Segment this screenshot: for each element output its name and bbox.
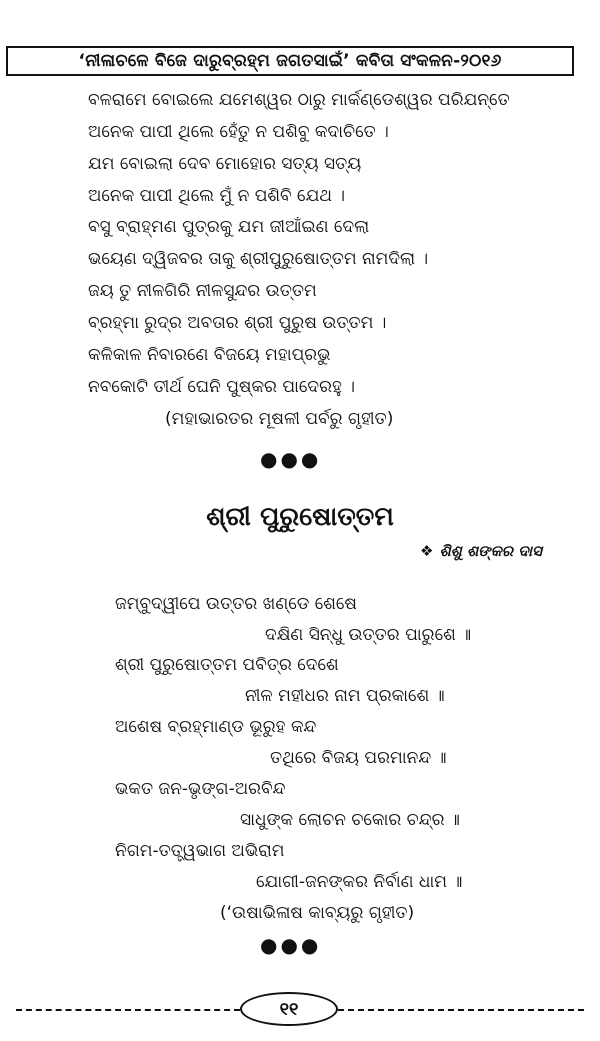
poem1-line: ଅନେକ ପାପୀ ଥିଲେ ମୁଁ ନ ପଶିବି ଯେଥ । xyxy=(88,186,346,206)
running-header-text: ‘ନୀଳାଚଳେ ବିଜେ ଦାରୁବ୍ରହ୍ମ ଜଗତସାଇଁ’ କବିତା ସଂକଳନ-୨୦୧୬ xyxy=(78,51,502,71)
poem1-line: ବସୁ ବ୍ରାହ୍ମଣ ପୁତ୍ରକୁ ଯମ ଜୀଆଁଇଣ ଦେଲା xyxy=(88,217,370,237)
poem1-line: ଜୟ ତୁ ନୀଳଗିରି ନୀଳସୁନ୍ଦର ଉତ୍ତମ xyxy=(88,281,317,301)
author-credit xyxy=(420,542,542,560)
footer-dashed-rule xyxy=(16,1009,240,1011)
poem1-line: ଯମ ବୋଇଲା ଦେବ ମୋହୋର ସତ୍ୟ ସତ୍ୟ xyxy=(88,154,362,174)
poem1-source: (ମହାଭାରତର ମୂଷଳୀ ପର୍ବରୁ ଗୃହୀତ) xyxy=(165,409,394,429)
poem2-line: ଅଶେଷ ବ୍ରହ୍ମାଣ୍ଡ ଭୂରୁହ କନ୍ଦ xyxy=(115,717,317,737)
poem-title: ଶ୍ରୀ ପୁରୁଷୋତ୍ତମ xyxy=(206,502,394,532)
poem2-line: ତଥିରେ ବିଜୟ ପରମାନନ୍ଦ ॥ xyxy=(270,748,447,768)
page-footer xyxy=(0,990,600,1030)
poem1-line: ଅନେକ ପାପୀ ଥିଲେ ହେଁତୁ ନ ପଶିବୁ କଦାଚିତେ । xyxy=(88,122,389,142)
poem2-line: ଭକତ ଜନ-ଭୃଙ୍ଗ-ଅରବିନ୍ଦ xyxy=(115,779,286,799)
poem1-line: ବ୍ରହ୍ମା ରୁଦ୍ର ଅବତାର ଶ୍ରୀ ପୁରୁଷ ଉତ୍ତମ । xyxy=(88,313,387,333)
poem2-line: ଶ୍ରୀ ପୁରୁଷୋତ୍ତମ ପବିତ୍ର ଦେଶେ xyxy=(115,655,339,675)
poem2-line: ଯୋଗୀ-ଜନଙ୍କର ନିର୍ବାଣ ଧାମ ॥ xyxy=(256,872,463,892)
poem1-line: କଳିକାଳ ନିବାରଣେ ବିଜୟେ ମହାପ୍ରଭୁ xyxy=(88,345,331,365)
author-ornament-icon: ❖ xyxy=(420,542,434,560)
poem2-line: ନିଗମ-ତତ୍ତ୍ୱଭାଗ ଅଭିରାମ xyxy=(115,841,285,861)
poem2-line: ଦକ୍ଷିଣ ସିନ୍ଧୁ ଉତ୍ତର ପାରୁଶେ ॥ xyxy=(265,625,472,645)
poem2-line: ଜମ୍ବୁଦ୍ୱୀପେ ଉତ୍ତର ଖଣ୍ଡେ ଶେଷେ xyxy=(115,594,357,614)
poem1-line: ନବକୋଟି ତୀର୍ଥ ଘେନି ପୁଷ୍କର ପାଦେରହୁ । xyxy=(88,377,355,397)
footer-dashed-rule xyxy=(338,1009,584,1011)
author-name: ଶିଶୁ ଶଙ୍କର ଦାସ xyxy=(439,542,542,560)
section-separator: ●●● xyxy=(260,933,322,957)
poem2-source: (‘ଉଷାଭିଳାଷ କାବ୍ୟରୁ ଗୃହୀତ) xyxy=(220,903,415,923)
running-header xyxy=(6,46,574,76)
section-separator: ●●● xyxy=(260,447,322,471)
poem1-line: ବଳରାମେ ବୋଇଲେ ଯମେଶ୍ୱର ଠାରୁ ମାର୍କଣ୍ଡେଶ୍ୱର ପରିଯନ୍ତେ xyxy=(88,90,510,110)
poem2-line: ନୀଳ ମହୀଧର ନାମ ପ୍ରକାଶେ ॥ xyxy=(245,686,445,706)
poem2-line: ସାଧୁଙ୍କ ଲୋଚନ ଚକୋର ଚନ୍ଦ୍ର ॥ xyxy=(240,810,460,830)
poem1-line: ଭୟେଣ ଦ୍ୱିଜବର ତାକୁ ଶ୍ରୀପୁରୁଷୋତ୍ତମ ନାମଦିଲା । xyxy=(88,249,429,269)
page-number: ୧୧ xyxy=(279,998,299,1020)
page-number-badge xyxy=(240,992,338,1026)
